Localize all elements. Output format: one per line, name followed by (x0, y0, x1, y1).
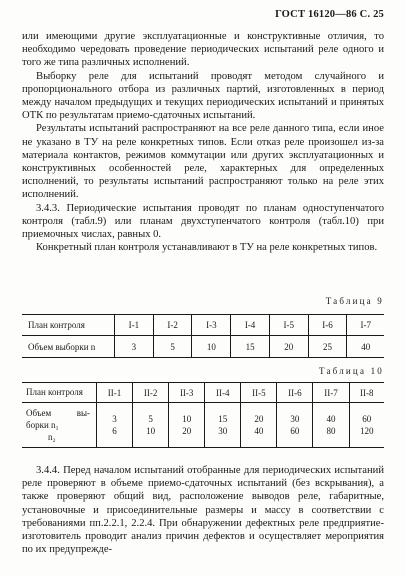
table10-n1: 10 (182, 414, 192, 424)
table10-cell (97, 403, 133, 448)
table9-plan: I-2 (153, 315, 192, 336)
table9-plan: I-4 (231, 315, 270, 336)
table9-value: 15 (231, 336, 270, 358)
table9-value: 10 (192, 336, 231, 358)
table9-row-label: Объем выборки n (22, 336, 115, 358)
table9-plan: I-1 (115, 315, 154, 336)
table9-value: 40 (347, 336, 384, 358)
table10-n2: 40 (254, 426, 264, 436)
paragraph: 3.4.4. Перед началом испытаний отобранные для периодических испытаний реле проверяют в объеме приемо-сдаточных испытаний (без вскрывания), а также проверяют общий вид, расположение выводов реле, габаритные, установочные и присоединительные размеры и массу в соответствии с требованиями пп.2.2.1, 2.2.4. При обнаружении дефектных реле предприятие-изготовитель проводит анализ причин дефектов и осуществляет мероприятия по их предупрежде- (22, 465, 384, 556)
table10-n1: 20 (254, 414, 264, 424)
table10-n2: 10 (146, 426, 156, 436)
table10-cell (133, 403, 169, 448)
table10-row-label (22, 403, 97, 448)
table10-n2: 20 (182, 426, 192, 436)
table10-plan: II-8 (349, 383, 384, 403)
table10-label-part: Объем (26, 408, 52, 418)
table10-cell (241, 403, 277, 448)
table10-n2: 120 (360, 426, 374, 436)
table10-n2: 30 (218, 426, 228, 436)
body-text-bottom (22, 464, 384, 556)
table10-plan: II-5 (241, 383, 277, 403)
table9-value: 20 (269, 336, 308, 358)
table10 (22, 382, 384, 448)
body-text-top (22, 30, 384, 254)
table9-value: 25 (308, 336, 347, 358)
paragraph: 3.4.3. Периодические испытания проводят по планам одноступенчатого контроля (табл.9) или планам двухступенчатого контроля (табл.10) при приемочных числах, равных 0. (22, 202, 384, 241)
table10-label-part: вы- (76, 408, 90, 418)
table10-cell (277, 403, 313, 448)
table9-header-label: План контроля (22, 315, 115, 336)
table10-n1: 5 (148, 414, 153, 424)
table10-n2: 80 (326, 426, 336, 436)
table10-plan: II-3 (169, 383, 205, 403)
table9-plan: I-3 (192, 315, 231, 336)
table10-cell (169, 403, 205, 448)
paragraph: Результаты испытаний распространяют на все реле данного типа, если иное не указано в ТУ на реле конкретных типов. Если отказ реле произошел из-за материала контактов, режимов коммутации или других эксплуатационных и конструктивных особенностей реле, характерных для определенных исполнений, то результаты испытаний распространяют только на реле этих исполнений. (22, 123, 384, 201)
table10-n1: 30 (290, 414, 300, 424)
table10-plan: II-2 (133, 383, 169, 403)
table9-value: 5 (153, 336, 192, 358)
table10-n1: 60 (362, 414, 372, 424)
paragraph: или имеющими другие эксплуатационные и конструктивные отличия, то необходимо чередовать проведение периодических испытаний реле одного и того же типа различных исполнений. (22, 31, 384, 69)
table10-cell (313, 403, 349, 448)
table9-plan: I-6 (308, 315, 347, 336)
table10-label-part: борки n₁ (26, 420, 59, 430)
table10-n1: 3 (112, 414, 117, 424)
table9-caption: Таблица 9 (325, 296, 384, 306)
table10-plan: II-6 (277, 383, 313, 403)
table10-label-part: n₂ (48, 432, 56, 442)
table10-cell (205, 403, 241, 448)
table10-n2: 6 (112, 426, 117, 436)
table10-plan: II-1 (97, 383, 133, 403)
table10-n2: 60 (290, 426, 300, 436)
table10-plan: II-4 (205, 383, 241, 403)
table9-plan: I-7 (347, 315, 384, 336)
table9-value: 3 (115, 336, 154, 358)
table10-n1: 40 (326, 414, 336, 424)
paragraph: Конкретный план контроля устанавливают в ТУ на реле конкретных типов. (36, 242, 378, 254)
table10-caption: Таблица 10 (319, 366, 384, 376)
table9 (22, 314, 384, 358)
table9-plan: I-5 (269, 315, 308, 336)
page-header: ГОСТ 16120—86 С. 25 (275, 9, 384, 20)
table10-header-label: План контроля (22, 383, 97, 403)
table10-n1: 15 (218, 414, 228, 424)
table10-plan: II-7 (313, 383, 349, 403)
paragraph: Выборку реле для испытаний проводят методом случайного и пропорционального отбора из различных партий, изготовленных в период между началом предыдущих и текущих периодических испытаний и принятых ОТК по результатам приемо-сдаточных испытаний. (22, 70, 384, 122)
table10-cell (349, 403, 384, 448)
